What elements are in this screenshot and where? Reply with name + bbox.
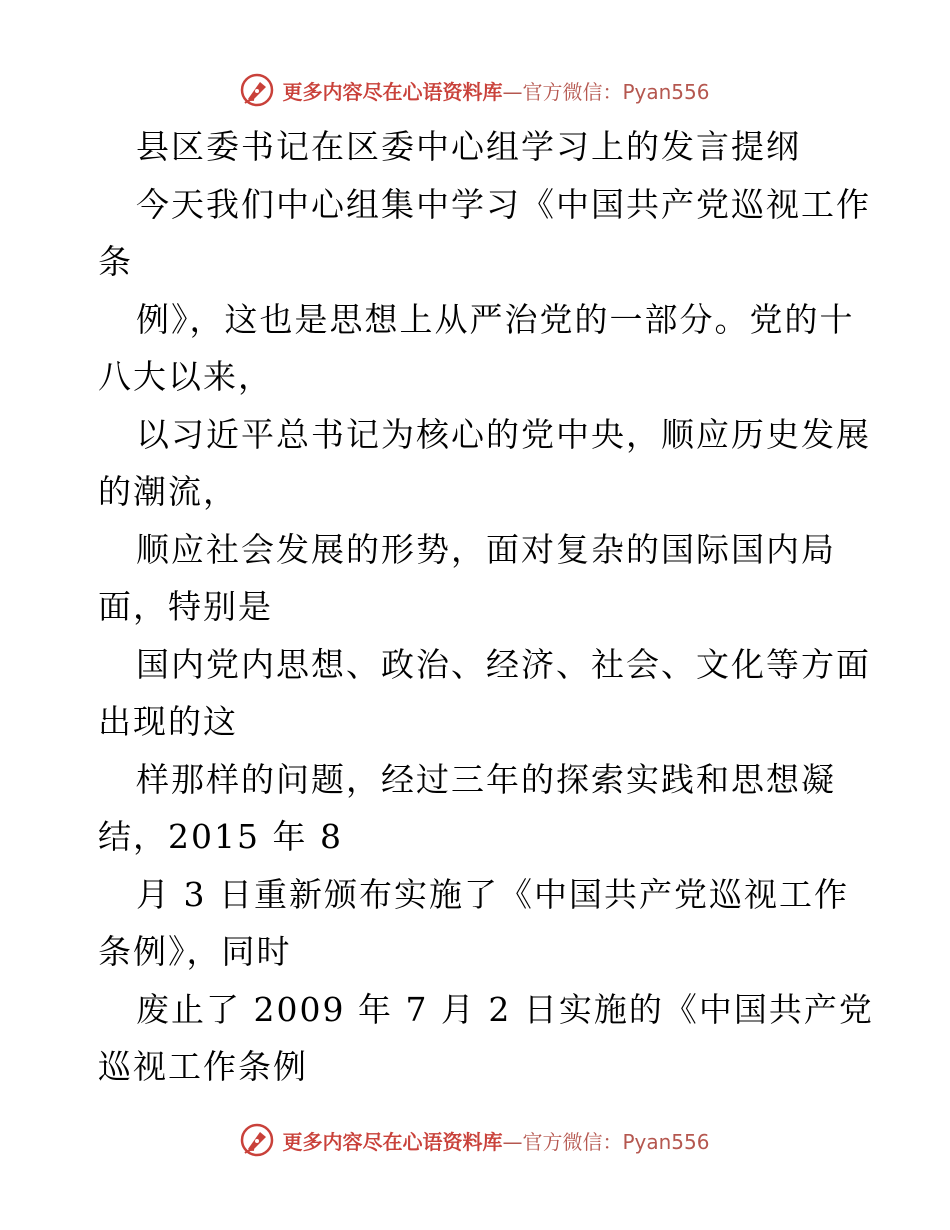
paragraph-line: 今天我们中心组集中学习《中国共产党巡视工作 xyxy=(136,184,871,224)
paragraph-line: 月 3 日重新颁布实施了《中国共产党巡视工作 xyxy=(136,874,849,914)
banner-site-name: 更多内容尽在心语资料库 xyxy=(282,79,503,104)
paragraph-line: 条例》，同时 xyxy=(98,932,292,971)
paragraph-line: 例》，这也是思想上从严治党的一部分。党的十 xyxy=(136,299,855,339)
paragraph-line: 以习近平总书记为核心的党中央，顺应历史发展 xyxy=(136,414,871,454)
document-title: 县区委书记在区委中心组学习上的发言提纲 xyxy=(136,127,801,166)
paragraph-line: 国内党内思想、政治、经济、社会、文化等方面 xyxy=(136,644,871,684)
banner-text xyxy=(282,76,709,105)
banner-contact: 官方微信：Pyan556 xyxy=(522,1129,710,1154)
header-banner xyxy=(0,70,950,110)
footer-banner xyxy=(0,1120,950,1160)
paragraph-line: 的潮流， xyxy=(98,472,238,511)
banner-text xyxy=(282,1126,709,1155)
paragraph-line: 面，特别是 xyxy=(98,587,273,626)
document-body xyxy=(98,118,874,1096)
paragraph-line: 巡视工作条例 xyxy=(98,1047,308,1086)
pen-nib-logo-icon xyxy=(240,73,274,107)
paragraph-line: 出现的这 xyxy=(98,702,238,741)
banner-separator: — xyxy=(502,79,523,104)
paragraph-line: 废止了 2009 年 7 月 2 日实施的《中国共产党 xyxy=(136,989,874,1029)
paragraph-line: 条 xyxy=(98,242,133,281)
banner-separator: — xyxy=(502,1129,523,1154)
banner-contact: 官方微信：Pyan556 xyxy=(522,79,710,104)
pen-nib-logo-icon xyxy=(240,1123,274,1157)
paragraph-line: 八大以来， xyxy=(98,357,273,396)
paragraph-line: 样那样的问题，经过三年的探索实践和思想凝 xyxy=(136,759,836,799)
banner-site-name: 更多内容尽在心语资料库 xyxy=(282,1129,503,1154)
paragraph-line: 顺应社会发展的形势，面对复杂的国际国内局 xyxy=(136,529,836,569)
paragraph-line: 结，2015 年 8 xyxy=(98,817,343,856)
